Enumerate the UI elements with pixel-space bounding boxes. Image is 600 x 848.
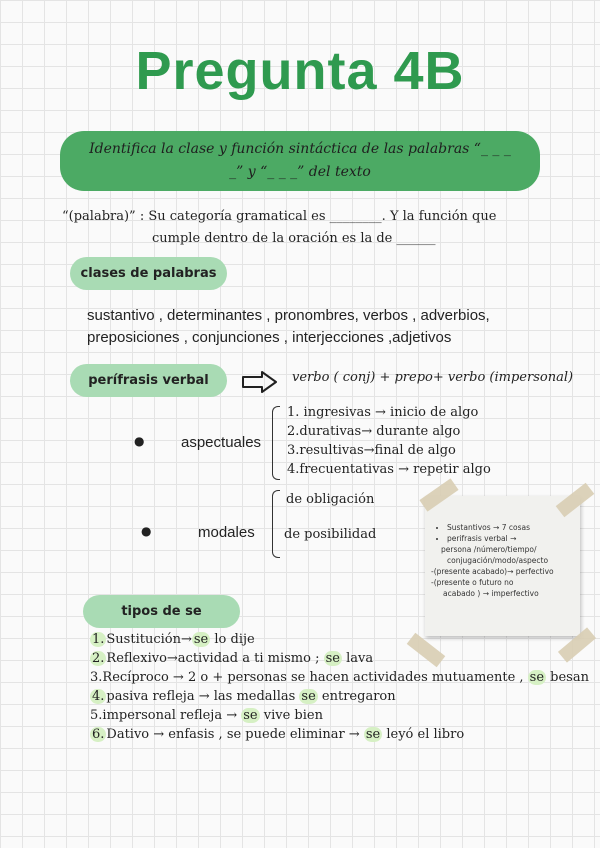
se-type-row: 5.impersonal refleja → se vive bien xyxy=(90,708,323,723)
aspectuales-brace xyxy=(272,406,280,480)
note-subline: persona /número/tiempo/ xyxy=(441,545,537,554)
se-type-row: 2. Reflexivo→actividad a ti mismo ; se lava xyxy=(92,651,374,666)
aspectual-item: 4.frecuentativas → repetir algo xyxy=(287,462,491,477)
aspectuales-label: aspectuales xyxy=(181,434,262,451)
note-extra: -(presente o futuro no xyxy=(431,578,514,587)
bullet-icon: ● xyxy=(134,434,145,448)
question-banner xyxy=(60,131,540,191)
note-item: • perifrasis verbal → xyxy=(447,533,574,544)
note-item: • Sustantivos → 7 cosas xyxy=(447,522,574,533)
perifrasis-formula: verbo ( conj) + prepo+ verbo (impersonal) xyxy=(292,370,574,385)
modales-brace xyxy=(272,490,280,558)
note-subline: conjugación/modo/aspecto xyxy=(447,556,549,565)
se-type-row: 3.Recíproco → 2 o + personas se hacen actividades mutuamente , se besan xyxy=(90,670,589,685)
clases-pill: clases de palabras xyxy=(70,257,227,290)
aspectual-item: 2.durativas→ durante algo xyxy=(287,424,461,439)
modales-item: de posibilidad xyxy=(284,527,377,542)
perifrasis-pill: perífrasis verbal xyxy=(70,364,227,397)
se-type-row: 4. pasiva refleja → las medallas se entregaron xyxy=(92,689,396,704)
tipos-pill: tipos de se xyxy=(83,595,240,628)
se-type-row: 1. Sustitución→ se lo dije xyxy=(92,632,255,647)
question-text: Identifica la clase y función sintáctica de las palabras “_ _ _ _” y “_ _ _” del texto xyxy=(89,141,511,180)
note-extra: acabado ) → imperfectivo xyxy=(443,589,539,598)
right-arrow-icon xyxy=(240,369,280,395)
sticky-note xyxy=(425,496,580,636)
aspectual-item: 3.resultivas→final de algo xyxy=(287,443,456,458)
aspectual-item: 1. ingresivas → inicio de algo xyxy=(287,405,479,420)
answer-template xyxy=(62,206,552,250)
aspectuales-list xyxy=(287,403,491,479)
modales-item: de obligación xyxy=(286,492,375,507)
se-type-row: 6. Dativo → enfasis , se puede eliminar → se leyó el libro xyxy=(92,727,465,742)
answer-line-2: cumple dentro de la oración es la de ______ xyxy=(152,231,436,246)
word-classes-list: sustantivo , determinantes , pronombres, verbos , adverbios, preposiciones , conjunciones , interjecciones ,adjetivos xyxy=(87,307,490,346)
page-title: Pregunta 4B xyxy=(135,41,465,101)
answer-line-1: “(palabra)” : Su categoría gramatical es ________. Y la función que xyxy=(62,209,497,224)
modales-label: modales xyxy=(198,524,255,541)
se-types-list xyxy=(90,632,589,746)
note-extra: -(presente acabado)→ perfectivo xyxy=(431,567,554,576)
bullet-icon: ● xyxy=(141,524,152,538)
